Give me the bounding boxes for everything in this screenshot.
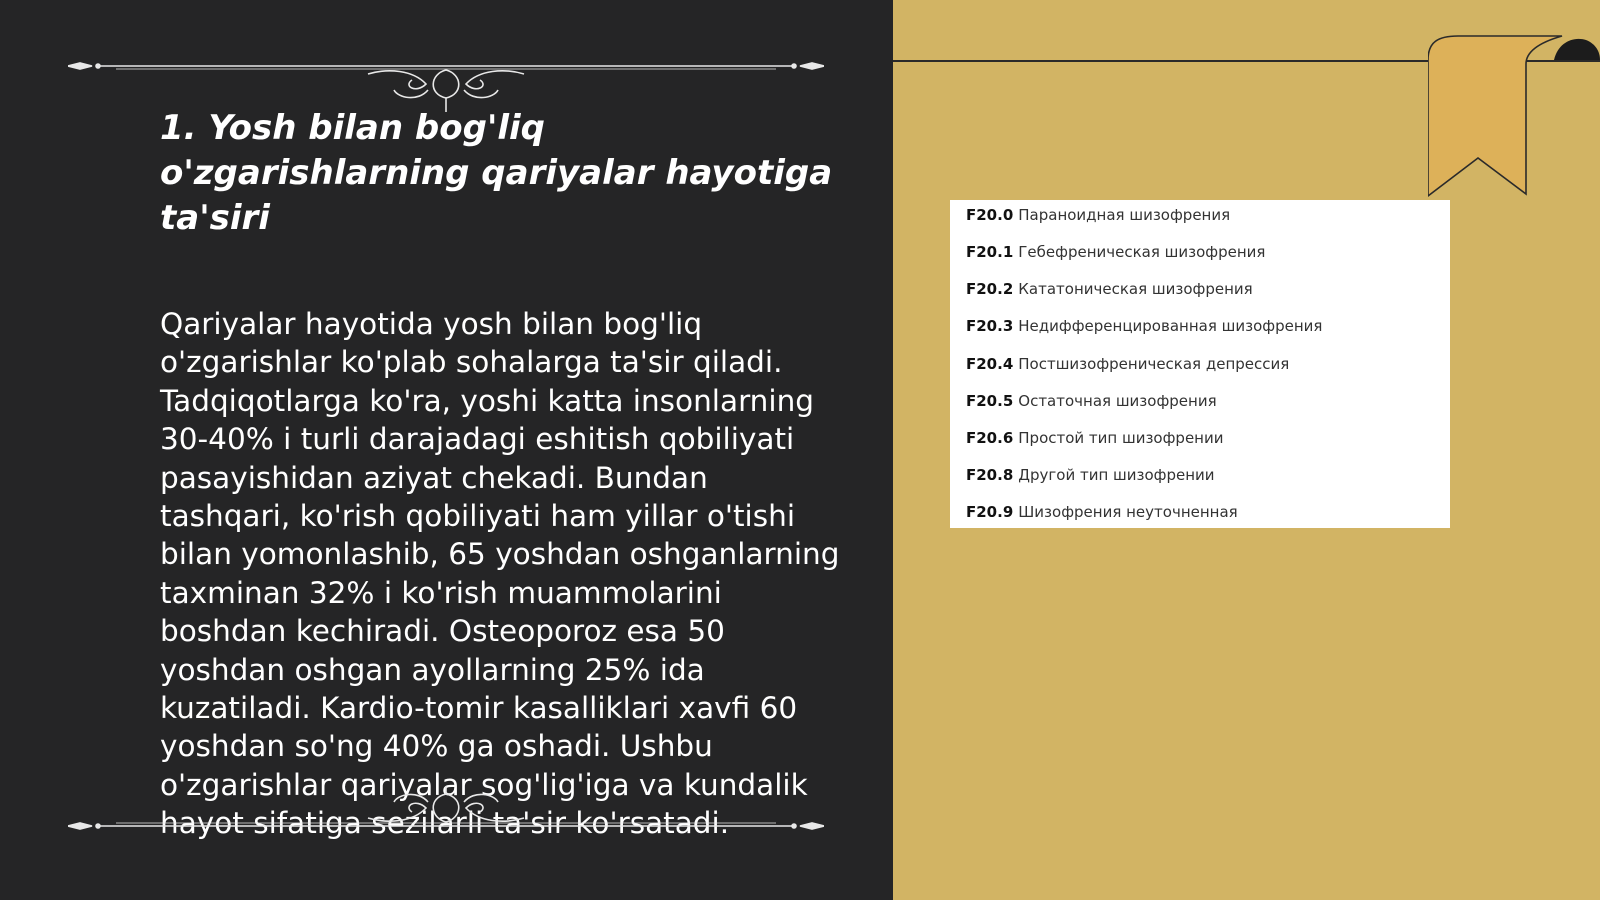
code-id: F20.8 [966,466,1014,484]
code-label: Параноидная шизофрения [1018,206,1231,224]
code-label: Постшизофреническая депрессия [1018,355,1290,373]
code-label: Другой тип шизофрении [1018,466,1215,484]
code-row [966,315,1322,337]
flourish-divider-icon [68,786,824,840]
code-row [966,241,1265,263]
code-label: Шизофрения неуточненная [1018,503,1238,521]
code-label: Недифференцированная шизофрения [1018,317,1323,335]
code-id: F20.1 [966,243,1014,261]
code-row [966,390,1217,412]
slide-body-text: Qariyalar hayotida yosh bilan bog'liq o'zgarishlar ko'plab sohalarga ta'sir qiladi. Tadqiqotlarga ko'ra, yoshi katta insonlarning 30-40% i turli darajadagi eshitish qobiliyati pasayishidan aziyat chekadi. Bundan tashqari, ko'rish qobiliyati ham yillar o'tishi bilan yomonlashib, 65 yoshdan oshganlarning taxminan 32% i ko'rish muammolarini boshdan kechiradi. Osteoporoz esa 50 yoshdan oshgan ayollarning 25% ida kuzatiladi. Kardio-tomir kasalliklari xavfi 60 yoshdan so'ng 40% ga oshadi. Ushbu o'zgarishlar qariyalar sog'lig'iga va kundalik hayot sifatiga sezilarli ta'sir ko'rsatadi. [160,307,840,841]
code-label: Гебефреническая шизофрения [1018,243,1266,261]
code-row [966,427,1224,449]
code-row [966,204,1230,226]
code-id: F20.4 [966,355,1014,373]
code-row [966,464,1215,486]
code-label: Простой тип шизофрении [1018,429,1224,447]
code-id: F20.3 [966,317,1014,335]
code-label: Остаточная шизофрения [1018,392,1217,410]
code-id: F20.9 [966,503,1014,521]
code-row [966,501,1238,523]
code-id: F20.6 [966,429,1014,447]
slide-title: 1. Yosh bilan bog'liq o'zgarishlarning qariyalar hayotiga ta'siri [160,108,833,238]
code-id: F20.0 [966,206,1014,224]
code-label: Кататоническая шизофрения [1018,280,1253,298]
icd-code-table [950,200,1450,528]
code-row [966,353,1289,375]
bookmark-ribbon-icon [1428,34,1600,204]
code-id: F20.2 [966,280,1014,298]
code-row [966,278,1253,300]
code-id: F20.5 [966,392,1014,410]
